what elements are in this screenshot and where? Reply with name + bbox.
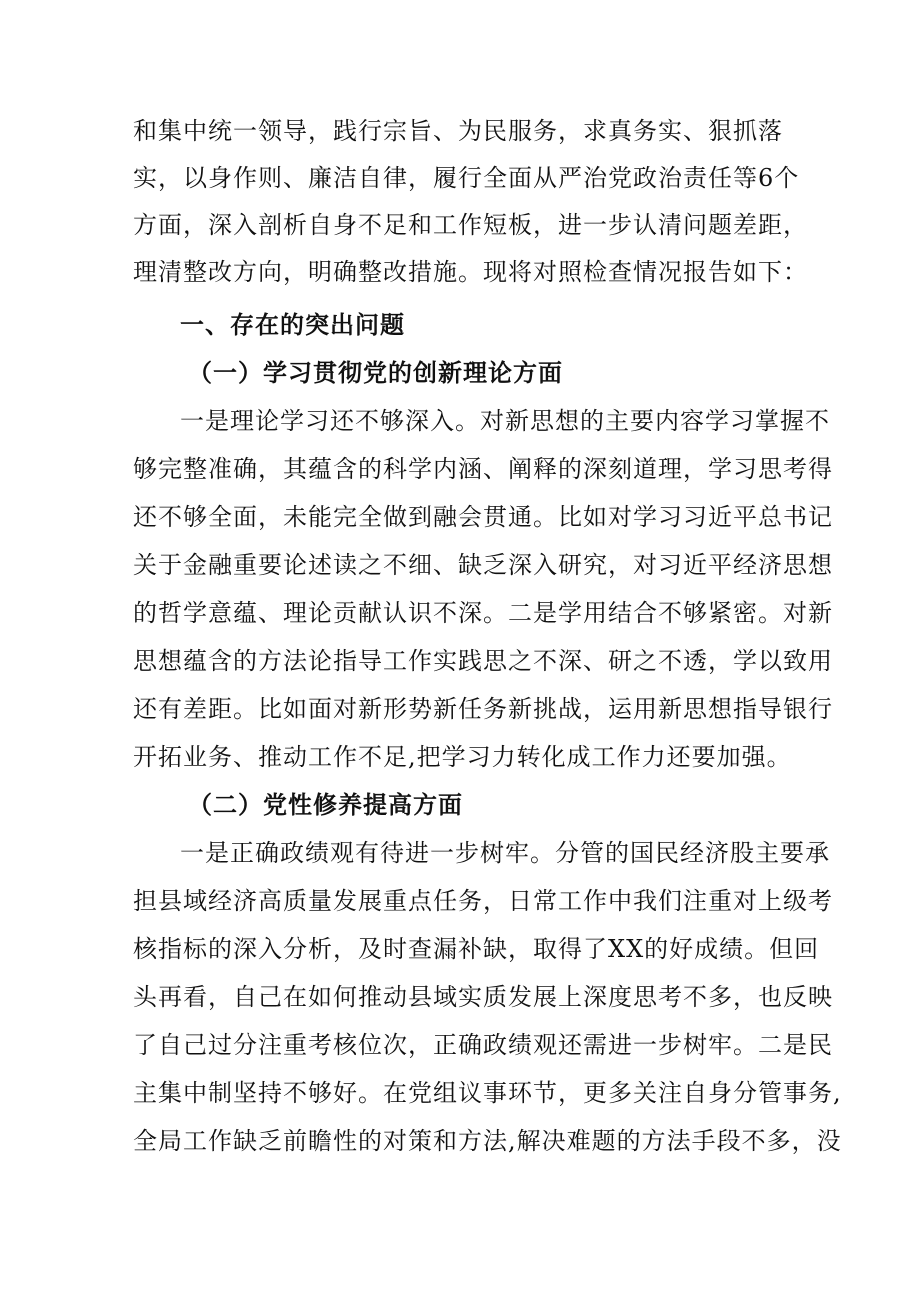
paragraph-line: 还有差距。比如面对新形势新任务新挑战，运用新思想指导银行 <box>133 695 833 723</box>
subsection-heading: （二）党性修养提高方面 <box>188 790 463 819</box>
paragraph-line: 思想蕴含的方法论指导工作实践思之不深、研之不透，学以致用 <box>133 647 833 675</box>
paragraph-line: 关于金融重要论述读之不细、缺乏深入研究，对习近平经济思想 <box>133 551 833 579</box>
paragraph-line: 主集中制坚持不够好。在党组议事环节，更多关注自身分管事务, <box>133 1079 842 1107</box>
paragraph-line: 够完整准确，其蕴含的科学内涵、阐释的深刻道理，学习思考得 <box>133 455 833 483</box>
paragraph-line: 一是理论学习还不够深入。对新思想的主要内容学习掌握不 <box>180 407 830 435</box>
paragraph-line: 开拓业务、推动工作不足,把学习力转化成工作力还要加强。 <box>133 743 792 771</box>
paragraph-line: 担县域经济高质量发展重点任务，日常工作中我们注重对上级考 <box>133 887 833 915</box>
paragraph-line: 和集中统一领导，践行宗旨、为民服务，求真务实、狠抓落 <box>133 117 783 145</box>
paragraph-line: 理清整改方向，明确整改措施。现将对照检查情况报告如下： <box>133 258 808 286</box>
paragraph-line: 了自己过分注重考核位次，正确政绩观还需进一步树牢。二是民 <box>133 1031 833 1059</box>
paragraph-line: 还不够全面，未能完全做到融会贯通。比如对学习习近平总书记 <box>133 503 833 531</box>
subsection-heading: （一）学习贯彻党的创新理论方面 <box>188 358 563 387</box>
section-heading: 一、存在的突出问题 <box>180 310 405 339</box>
paragraph-line: 核指标的深入分析，及时查漏补缺，取得了XX的好成绩。但回 <box>133 935 820 963</box>
paragraph-line: 方面，深入剖析自身不足和工作短板，进一步认清问题差距， <box>133 211 808 239</box>
paragraph-line: 全局工作缺乏前瞻性的对策和方法,解决难题的方法手段不多，没 <box>133 1127 842 1155</box>
paragraph-line: 头再看，自己在如何推动县域实质发展上深度思考不多，也反映 <box>133 983 833 1011</box>
paragraph-line: 实，以身作则、廉洁自律，履行全面从严治党政治责任等6个 <box>133 164 800 192</box>
paragraph-line: 一是正确政绩观有待进一步树牢。分管的国民经济股主要承 <box>180 839 830 867</box>
paragraph-line: 的哲学意蕴、理论贡献认识不深。二是学用结合不够紧密。对新 <box>133 599 833 627</box>
